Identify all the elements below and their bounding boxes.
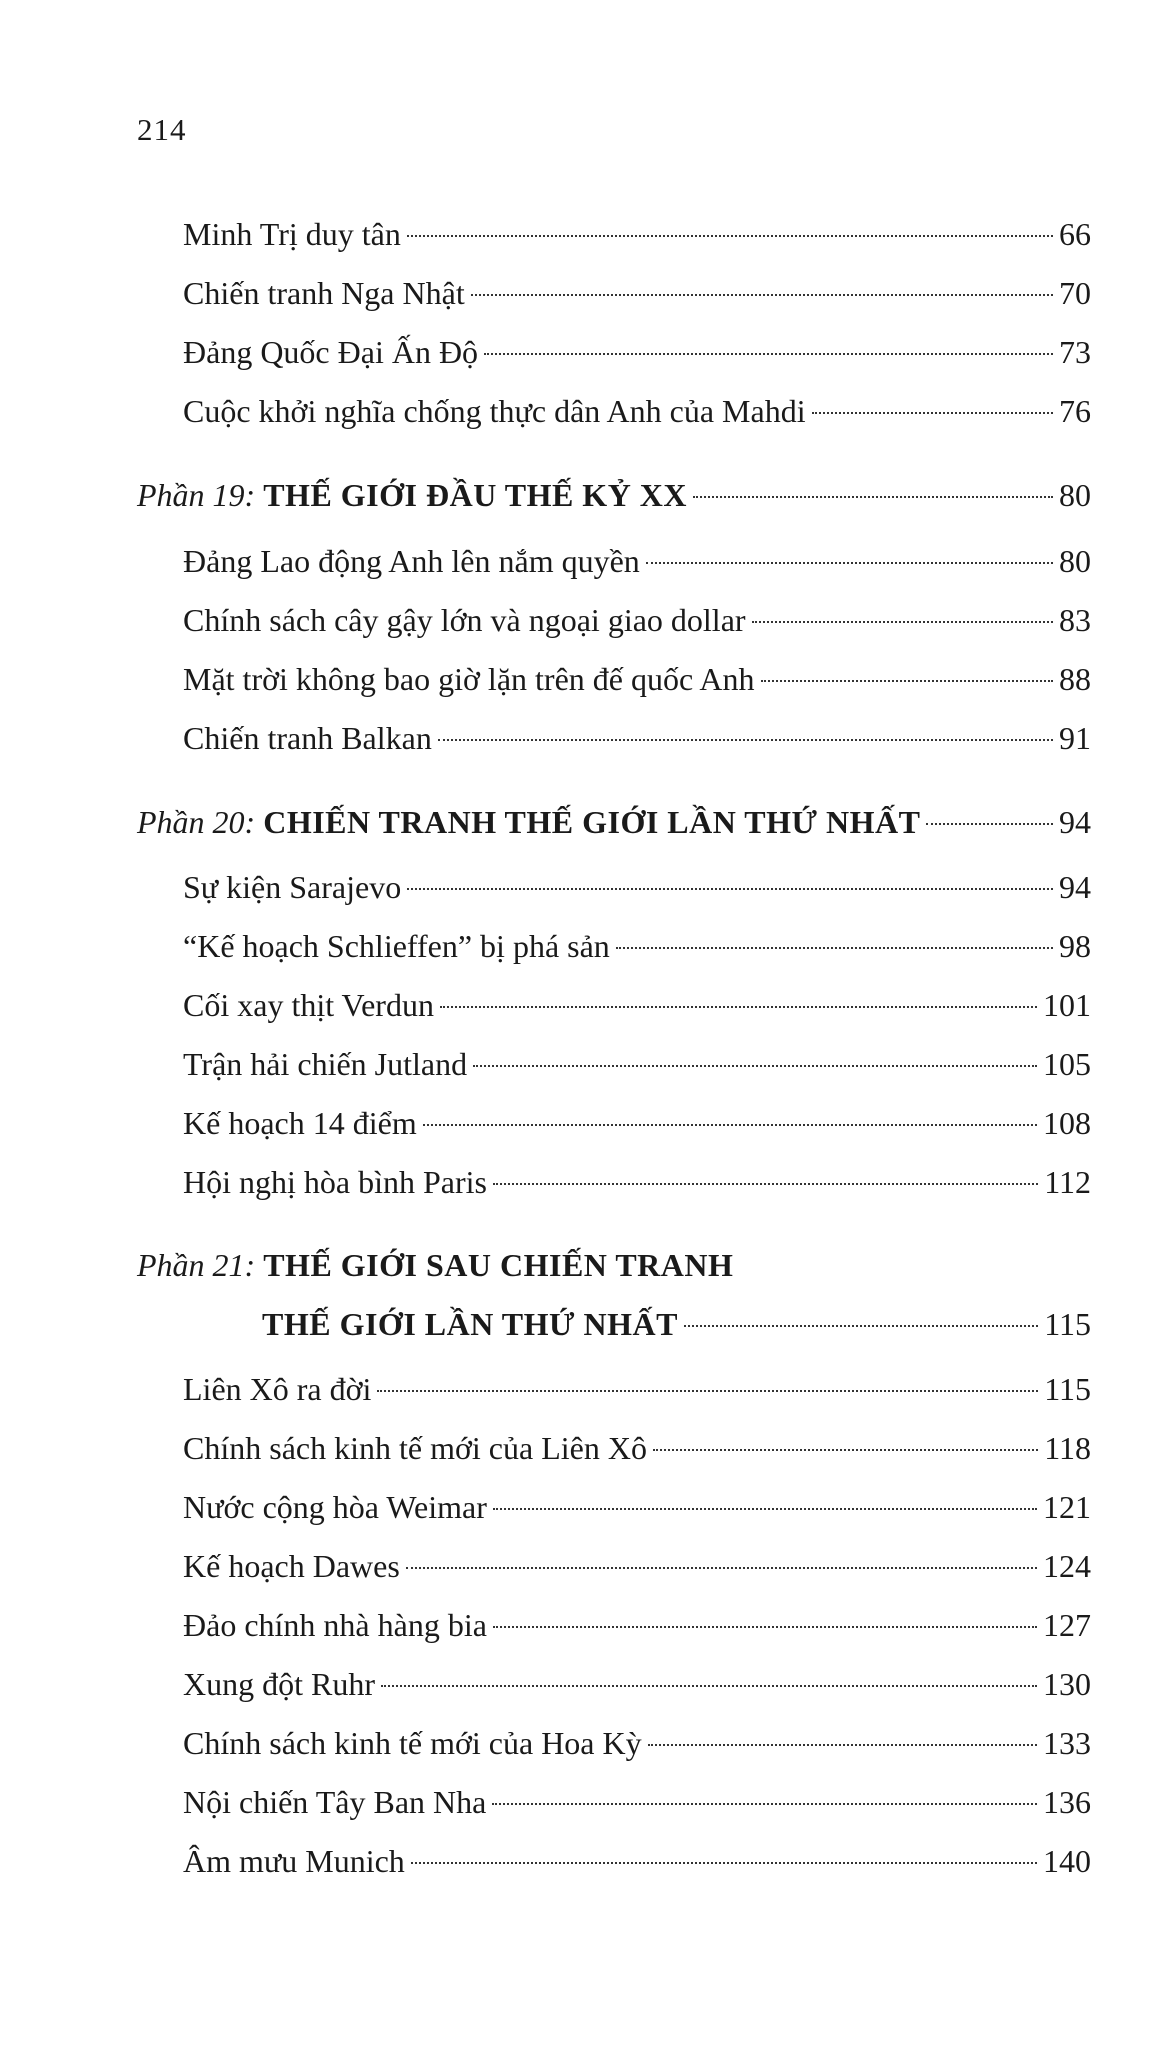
toc-entry: [183, 273, 1091, 313]
toc-entry-title: Minh Trị duy tân: [183, 216, 401, 252]
toc-entry-page: 108: [1043, 1105, 1091, 1141]
toc-entry-title: Hội nghị hòa bình Paris: [183, 1164, 487, 1200]
toc-entry: [183, 1044, 1091, 1084]
toc-entry-page: 127: [1043, 1607, 1091, 1643]
toc-entry-title: Nội chiến Tây Ban Nha: [183, 1784, 487, 1820]
toc-entry: [183, 1723, 1091, 1763]
toc-entry-page: 76: [1059, 393, 1091, 429]
dot-leader: [493, 1508, 1037, 1510]
dot-leader: [693, 496, 1053, 498]
section-title: THẾ GIỚI ĐẦU THẾ KỶ XX: [263, 477, 688, 513]
toc-entry: [183, 541, 1091, 581]
toc-entry: [183, 1487, 1091, 1527]
toc-entry-page: 124: [1043, 1548, 1091, 1584]
toc-entry: [183, 332, 1091, 372]
toc-entry: [183, 391, 1091, 431]
toc-entry: [183, 926, 1091, 966]
dot-leader: [646, 562, 1053, 564]
toc-entry: [183, 718, 1091, 758]
page-number: 214: [137, 112, 187, 147]
toc-entry-title: Kế hoạch Dawes: [183, 1548, 400, 1584]
toc-entry-title: Âm mưu Munich: [183, 1843, 405, 1879]
toc-entry-page: 140: [1043, 1843, 1091, 1879]
toc-entry: [183, 1428, 1091, 1468]
toc-entry-page: 94: [1059, 869, 1091, 905]
toc-entry-page: 130: [1043, 1666, 1091, 1702]
toc-section-heading: [137, 802, 1091, 842]
toc-entry-title: Liên Xô ra đời: [183, 1371, 372, 1407]
toc-entry-page: 101: [1043, 987, 1091, 1023]
toc-entry-title: Nước cộng hòa Weimar: [183, 1489, 487, 1525]
toc-section-heading: [137, 1245, 733, 1285]
toc-entry-title: Trận hải chiến Jutland: [183, 1046, 468, 1082]
toc-entry-title: Xung đột Ruhr: [183, 1666, 375, 1702]
toc-entry-title: Kế hoạch 14 điểm: [183, 1105, 417, 1141]
dot-leader: [684, 1325, 1038, 1327]
toc-entry-title: Cối xay thịt Verdun: [183, 987, 434, 1023]
toc-entry-page: 70: [1059, 275, 1091, 311]
toc-entry-page: 98: [1059, 928, 1091, 964]
toc-entry-page: 136: [1043, 1784, 1091, 1820]
toc-entry-title: Chiến tranh Balkan: [183, 720, 432, 756]
dot-leader: [440, 1006, 1037, 1008]
toc-entry: [183, 659, 1091, 699]
dot-leader: [406, 1567, 1037, 1569]
dot-leader: [411, 1862, 1037, 1864]
section-title: THẾ GIỚI SAU CHIẾN TRANH: [263, 1247, 734, 1283]
toc-entry-title: Mặt trời không bao giờ lặn trên đế quốc Anh: [183, 661, 755, 697]
dot-leader: [926, 823, 1053, 825]
section-page: 94: [1059, 804, 1091, 840]
toc-entry-page: 112: [1044, 1164, 1091, 1200]
toc-entry-title: Đảo chính nhà hàng bia: [183, 1607, 487, 1643]
toc-entry-title: Đảng Quốc Đại Ấn Độ: [183, 334, 479, 370]
toc-entry-page: 73: [1059, 334, 1091, 370]
toc-entry-title: Chính sách cây gậy lớn và ngoại giao dollar: [183, 602, 746, 638]
dot-leader: [381, 1685, 1037, 1687]
toc-entry-title: Sự kiện Sarajevo: [183, 869, 402, 905]
dot-leader: [493, 1626, 1037, 1628]
dot-leader: [648, 1744, 1037, 1746]
dot-leader: [423, 1124, 1037, 1126]
toc-entry-page: 88: [1059, 661, 1091, 697]
toc-entry-title: Chiến tranh Nga Nhật: [183, 275, 465, 311]
dot-leader: [377, 1390, 1038, 1392]
dot-leader: [438, 739, 1053, 741]
toc-entry-page: 105: [1043, 1046, 1091, 1082]
toc-entry-title: Chính sách kinh tế mới của Liên Xô: [183, 1430, 647, 1466]
section-prefix: Phần 19:: [137, 477, 256, 513]
section-title-line2: THẾ GIỚI LẦN THỨ NHẤT: [262, 1306, 678, 1342]
toc-entry: [183, 600, 1091, 640]
toc-entry: [183, 985, 1091, 1025]
toc-entry-page: 83: [1059, 602, 1091, 638]
dot-leader: [407, 888, 1053, 890]
dot-leader: [484, 353, 1053, 355]
toc-entry-page: 80: [1059, 543, 1091, 579]
toc-entry: [183, 1605, 1091, 1645]
toc-entry: [183, 214, 1091, 254]
dot-leader: [473, 1065, 1037, 1067]
toc-entry-page: 133: [1043, 1725, 1091, 1761]
toc-entry-title: Đảng Lao động Anh lên nắm quyền: [183, 543, 640, 579]
section-prefix: Phần 20:: [137, 804, 256, 840]
dot-leader: [752, 621, 1053, 623]
dot-leader: [471, 294, 1053, 296]
section-page: 115: [1044, 1306, 1091, 1342]
toc-entry-page: 66: [1059, 216, 1091, 252]
toc-section-heading-continued: [262, 1304, 1091, 1344]
toc-entry: [183, 1162, 1091, 1202]
dot-leader: [653, 1449, 1038, 1451]
dot-leader: [812, 412, 1053, 414]
section-title: CHIẾN TRANH THẾ GIỚI LẦN THỨ NHẤT: [263, 804, 921, 840]
toc-entry: [183, 1664, 1091, 1704]
toc-entry-title: “Kế hoạch Schlieffen” bị phá sản: [183, 928, 610, 964]
toc-entry: [183, 1546, 1091, 1586]
toc-entry: [183, 1782, 1091, 1822]
toc-entry-title: Cuộc khởi nghĩa chống thực dân Anh của Mahdi: [183, 393, 806, 429]
dot-leader: [407, 235, 1053, 237]
toc-entry: [183, 867, 1091, 907]
section-prefix: Phần 21:: [137, 1247, 256, 1283]
toc-section-heading: [137, 475, 1091, 515]
dot-leader: [616, 947, 1053, 949]
toc-entry-page: 118: [1044, 1430, 1091, 1466]
toc-entry-page: 121: [1043, 1489, 1091, 1525]
section-page: 80: [1059, 477, 1091, 513]
dot-leader: [492, 1803, 1037, 1805]
toc-entry-page: 115: [1044, 1371, 1091, 1407]
toc-entry-page: 91: [1059, 720, 1091, 756]
dot-leader: [493, 1183, 1038, 1185]
toc-entry: [183, 1369, 1091, 1409]
toc-entry-title: Chính sách kinh tế mới của Hoa Kỳ: [183, 1725, 642, 1761]
toc-entry: [183, 1841, 1091, 1881]
toc-entry: [183, 1103, 1091, 1143]
dot-leader: [761, 680, 1053, 682]
